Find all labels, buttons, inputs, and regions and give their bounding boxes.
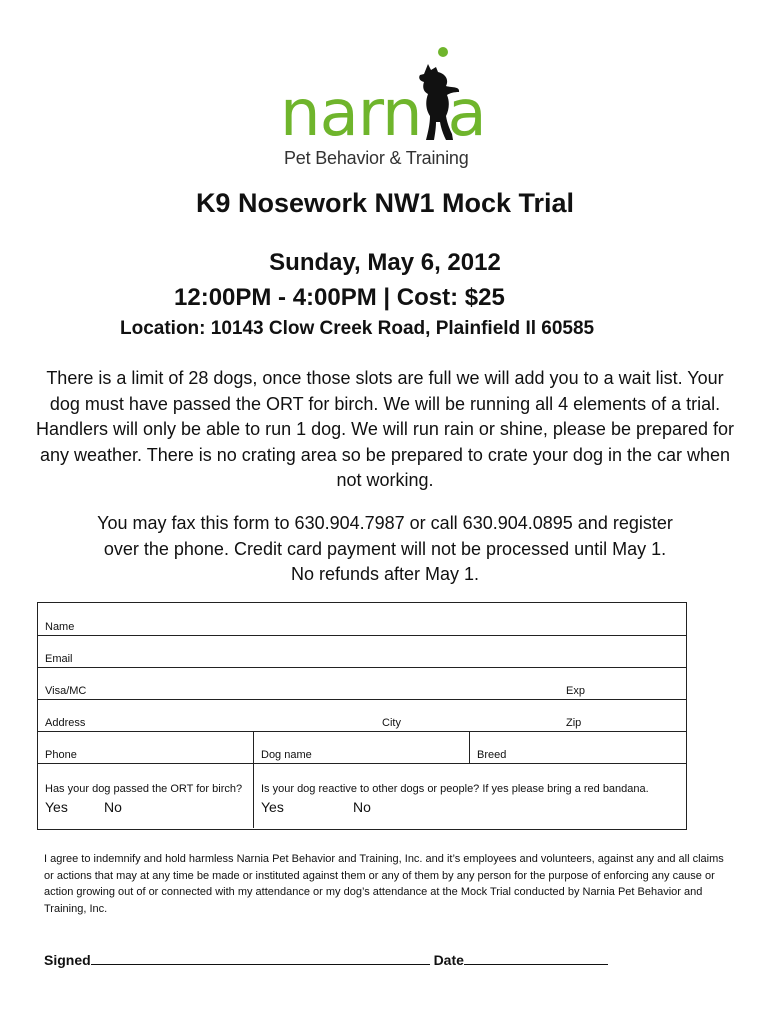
event-time-cost: 12:00PM - 4:00PM | Cost: $25 <box>174 284 505 311</box>
reactive-question: Is your dog reactive to other dogs or people? If yes please bring a red bandana. <box>261 783 649 795</box>
zip-label: Zip <box>566 717 582 729</box>
ort-no-option[interactable]: No <box>104 799 122 815</box>
reactive-yes-option[interactable]: Yes <box>261 799 284 815</box>
registration-line-1: You may fax this form to 630.904.7987 or call 630.904.0895 and register <box>97 513 673 533</box>
breed-cell[interactable] <box>469 732 687 763</box>
logo-dot-icon <box>438 47 448 57</box>
event-title: K9 Nosework NW1 Mock Trial <box>195 188 575 218</box>
phone-dog-row <box>38 732 686 764</box>
logo-tagline: Pet Behavior & Training <box>284 148 469 168</box>
visa-mc-label: Visa/MC <box>45 685 87 697</box>
date-line[interactable] <box>464 950 608 965</box>
name-label: Name <box>45 621 75 633</box>
email-label: Email <box>45 653 73 665</box>
signature-row <box>44 950 608 968</box>
card-row[interactable] <box>38 668 686 700</box>
city-label: City <box>382 717 401 729</box>
rules-paragraph: There is a limit of 28 dogs, once those slots are full we will add you to a wait list. Your dog must have passed the ORT for birch. We will be running all 4 elements of a trial. Handlers will only be able to run 1 dog. We will run rain or shine, please be prepared for any weather. There is no crating area so be prepared to crate your dog in the car when not working. <box>35 368 735 490</box>
event-date: Sunday, May 6, 2012 <box>269 249 501 276</box>
registration-line-3: No refunds after May 1. <box>290 564 480 584</box>
dog-name-cell[interactable] <box>253 732 470 763</box>
date-label: Date <box>433 952 464 968</box>
email-row[interactable] <box>38 636 686 668</box>
questions-row <box>38 764 686 828</box>
logo-wordmark: narn a <box>280 77 486 151</box>
registration-paragraph <box>30 511 740 588</box>
name-row[interactable] <box>38 603 686 636</box>
address-label: Address <box>45 717 86 729</box>
ort-question: Has your dog passed the ORT for birch? <box>45 783 243 795</box>
dog-name-label: Dog name <box>261 749 312 761</box>
ort-yes-option[interactable]: Yes <box>45 799 68 815</box>
address-row[interactable] <box>38 700 686 732</box>
signed-label: Signed <box>44 952 91 968</box>
registration-line-2: over the phone. Credit card payment will not be processed until May 1. <box>103 538 667 559</box>
phone-cell[interactable] <box>38 732 253 763</box>
reactive-cell <box>253 764 687 828</box>
event-location: Location: 10143 Clow Creek Road, Plainfield Il 60585 <box>120 318 595 339</box>
ort-cell <box>38 764 253 828</box>
registration-form <box>37 602 687 830</box>
reactive-no-option[interactable]: No <box>353 799 371 815</box>
signature-line[interactable] <box>91 950 430 965</box>
phone-label: Phone <box>45 749 77 761</box>
waiver-text: I agree to indemnify and hold harmless Narnia Pet Behavior and Training, Inc. and it’s employees and volunteers, against any and all claims or actions that may at any time be made or instituted against them or any of them by any person for the purpose of enforcing any cause or action growing out of or connected with my attendance or my dog’s attendance at the Mock Trial conducted by Narnia Pet Behavior and Training, Inc. <box>44 853 724 915</box>
exp-label: Exp <box>566 685 585 697</box>
narnia-logo <box>280 44 492 170</box>
breed-label: Breed <box>477 749 507 761</box>
dog-silhouette-icon <box>416 62 462 140</box>
